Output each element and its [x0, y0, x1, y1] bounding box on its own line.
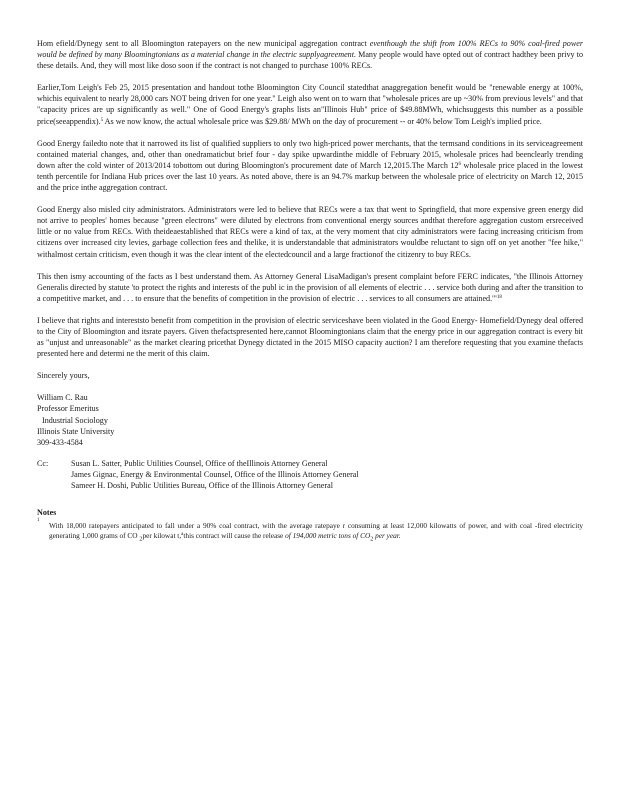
signer-university: Illinois State University	[37, 426, 115, 436]
footnote-marker: a	[181, 532, 184, 538]
footnote-number: 1	[37, 518, 40, 524]
footnote	[37, 518, 583, 544]
cc-recipient: James Gignac, Energy & Environmental Counsel, Office of the Illinois Attorney General	[71, 469, 359, 479]
paragraph-6: I believe that rights and intereststo benefit from competition in the provision of electric serviceshave been violated in the Good Energy- Homefield/Dynegy deal offered to the City of Bloomington and itsrate payers. Given thefactspresented here,cannot Bloomingtonians claim that the energy price in our aggregation contract is every bit as "unjust and unreasonable" as the market clearing pricethat Dynegy dictated in the 2015 MISO capacity auction? I am therefore requesting that you examine thefacts presented here and determi ne the merit of this claim.	[37, 315, 583, 359]
footnote-subscript: 2	[139, 536, 143, 543]
paragraph-1-italic: eventhough the shift from 100% RECs to 90% coal-fired power would be defined by many Bloomingtonians as a material change in the electric supplyagreement.	[37, 39, 583, 60]
paragraph-4: Good Energy also misled city administrators. Administrators were led to believe that RECs were a tax that went to Springfield, that more expensive green energy did not arrive to peoples' homes because "green electrons" were diluted by electrons from conventional energy sources andthat therefore aggregation custom ersreceived little or no value from RECs. With theideaestablished that RECs were a kind of tax, at the very moment that city administrators were facing increasing criticism from citizens over increased city levies, garbage collection fees and thelike, it is understandable that administrators wouldbe reluctant to sign off on yet another "fee hike," withalmost certain criticism, even though it was the clear intent of the electedcouncil and a large fractionof the citizenry to buy RECs.	[37, 205, 583, 259]
footnote-text-part: this contract will cause the release	[183, 531, 286, 541]
paragraph-5	[37, 271, 583, 304]
cc-recipient: Sameer H. Doshi, Public Utilities Bureau, Office of the Illinois Attorney General	[71, 481, 333, 490]
footnote-subscript: 2	[370, 536, 374, 543]
notes-heading: Notes	[37, 508, 57, 518]
footnote-marker: 5	[100, 117, 104, 123]
paragraph-3-text-end: wholesale price placed in the lowest tenth percentile for Indiana Hub prices over the last 10 years. As noted above, there is an 94.7% markup between the wholesale price of electricity on March 12, 2015 and the price inthe aggregation contract.	[37, 160, 583, 193]
paragraph-1	[37, 38, 583, 71]
footnote-text-italic: per year.	[375, 531, 401, 541]
paragraph-2-text: Earlier,Tom Leigh's Feb 25, 2015 presentation and handout tothe Bloomington City Council statedthat anaggregation benefit would be "renewable energy at 100%, whichis equivalent to nearly 28,000 cars NOT being driven for one year." Leigh also went on to warn that "wholesale prices are up ~30% from previous levels" and that "capacity prices are up significantly as well." One of Good Energy's graphs lists an"Illinois Hub" price of $49.88MWh, whichsuggests this number as a possible price(seeappendix).	[37, 83, 583, 126]
paragraph-3	[37, 138, 583, 193]
footnote-text-part: per kilowat t,	[142, 531, 182, 541]
cc-recipient: Susan L. Satter, Public Utilities Counsel, Office of theIllinois Attorney General	[71, 458, 328, 468]
paragraph-1-text-end: Many people would have opted out of contract hadthey been privy to these details. And, they will most like doso soon if the contract is not changed to purchase 100% RECs.	[37, 50, 583, 71]
signer-name: William C. Rau	[37, 393, 88, 403]
footnote-text-part: With 18,000 ratepayers anticipated to fall under a 90% coal contract, with the average ratepaye r consuming at least 12,000 kilowatts of power, and with coal -fired electricity generating 1,000 grams of CO	[49, 521, 583, 541]
footnote-text	[49, 521, 583, 544]
paragraph-2-text-end: As we now know, the actual wholesale price was $29.88/ MWh on the day of procurement -- or 40% below Tom Leigh's implied price.	[103, 116, 542, 126]
signer-department: Industrial Sociology	[42, 415, 108, 425]
cc-recipients	[71, 458, 583, 491]
closing: Sincerely yours,	[37, 371, 90, 381]
footnote-text-italic: of 194,000 metric tons of CO	[285, 531, 371, 541]
footnote-marker: 18	[496, 294, 502, 300]
footnote-marker: 6	[458, 161, 462, 167]
paragraph-1-text: Hom efield/Dynegy sent to all Bloomington ratepayers on the new municipal aggregation contract	[37, 39, 370, 48]
letter-body	[37, 38, 583, 545]
signer-title: Professor Emeritus	[37, 404, 99, 414]
paragraph-3-text: Good Energy failedto note that it narrowed its list of qualified suppliers to only two high-priced power merchants, that the termsand conditions in its serviceagreement contained material changes, and, other than onedramaticbut brief four - day spike upwardinthe middle of February 2015, wholesale prices had beenclearly trending down after the cold winter of 2013/2014 tobottom out during Bloomington's procurement date of March 12,2015.The March 12	[37, 138, 583, 170]
signature-block	[37, 370, 583, 448]
cc-block	[37, 458, 583, 491]
signer-phone: 309-433-4584	[37, 437, 83, 447]
paragraph-2	[37, 82, 583, 126]
paragraph-5-text: This then ismy accounting of the facts as I best understand them. As Attorney General LisaMadigan's present complaint before FERC indicates, "the Illinois Attorney Generalis directed by statute 'to protect the rights and interests of the publ ic in the provision of all elements of electric . . . service both during and after the transition to a competitive market, and . . . to ensure that the benefits of competition in the provision of electric . . . services to all consumers are attained.'"	[37, 271, 583, 303]
cc-label: Cc:	[37, 458, 49, 468]
